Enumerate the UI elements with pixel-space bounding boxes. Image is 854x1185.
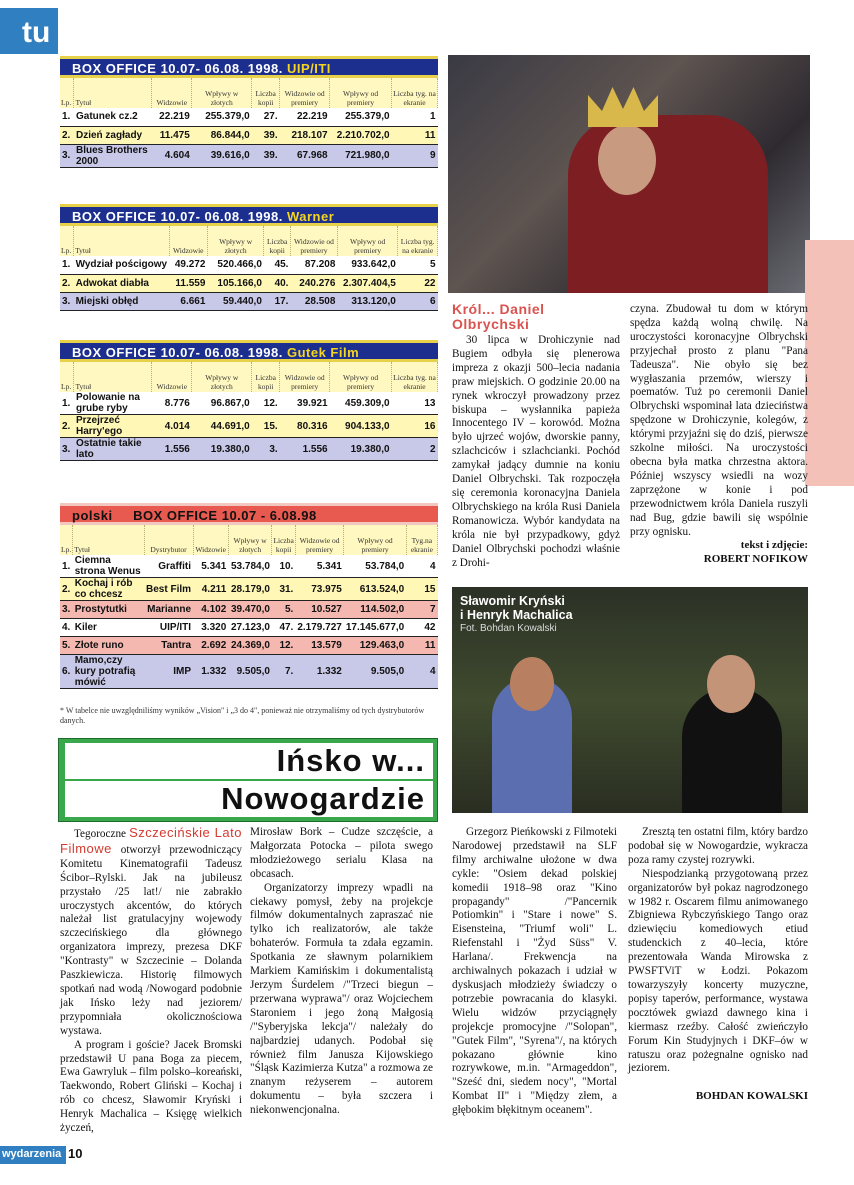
table-cell: 49.272	[169, 256, 207, 274]
table-cell: 28.179,0	[228, 578, 272, 601]
column-header: Lp.	[60, 525, 73, 555]
decorative-bar	[805, 240, 854, 486]
table-header	[60, 503, 438, 525]
table-cell: 255.379,0	[192, 108, 252, 126]
paragraph: A program i goście? Jacek Bromski przedstawił U pana Boga za piecem, Ewa Gawryluk – film polsko–koreański, Taekwondo, Robert Gliński – Kochaj i rób co chcesz, Sławomir Kryński i Henryk Machalica – Księgę wielkich życzeń,	[60, 1038, 242, 1135]
table-cell: 459.309,0	[330, 392, 392, 415]
polski-box-office-table	[60, 503, 438, 689]
table-cell: 39.921	[280, 392, 330, 415]
paragraph: Niespodzianką przygotowaną przez organizatorów był pokaz nagrodzonego w 1982 r. Oscarem filmu animowanego Zbigniewa Rybczyńskiego Tango oraz dziewięciu komediowych etiud studenckich z 40–lecia, które prezentowała Wanda Mirowska z PWSFTViT w Łodzi. Pokazom towarzyszyły koncerty muzyczne, popisy taperów, performance, wystawa pocztówek gwiazd dawnego kina i kiermasz rzeźby. Całość zwieńczyło Forum Kin Studyjnych i DKF–ów w ratuszu oraz pożegnalne ognisko nad jeziorem.	[628, 867, 808, 1075]
table-cell: 22.219	[152, 108, 192, 126]
table-cell: Kochaj i rób co chcesz	[73, 578, 144, 601]
table-cell: 1.332	[193, 655, 228, 689]
table-cell: 721.980,0	[330, 144, 392, 167]
table-cell: 10.527	[295, 601, 344, 619]
table-cell: 2.210.702,0	[330, 126, 392, 144]
paragraph: Mirosław Bork – Cudze szczęście, a Małgorzata Potocka – pilota swego młodzieżowego serialu Klasa na obcasach.	[250, 826, 433, 880]
paragraph: Grzegorz Pieńkowski z Filmoteki Narodowej przedstawił na SLF filmy archiwalne ułożone w dwa cykle: "Osiem dekad polskiej komedii 1918–98 oraz "Kino propagandy" /"Pancernik Potiomkin" i "Stare i nowe" S. Eisensteina, "Triumf woli" L. Riefenstahl i "Żyd Süss" V. Harlana/. Frekwencja na archiwalnych pokazach i udział w dyskusjach młodzieży świadczy o potrzebie powracania do klasyki. Wielu widzów przyciągnęły projekcje promocyjne /"Solopan", "Gutek Film", "Syrena"/, na których pokazano głównie kino rozrywkowe, m.in. "Armageddon", "Sześć dni, siedem nocy", "Mortal Kombat II" i "Między złem, a głębokim błękitnym oceanem".	[452, 826, 617, 1117]
table-cell: 13	[392, 392, 438, 415]
table-cell: 44.691,0	[192, 415, 252, 438]
table-cell: 1.332	[295, 655, 344, 689]
table-cell: 87.208	[290, 256, 337, 274]
table-cell: 4.211	[193, 578, 228, 601]
table-distributor: Warner	[286, 209, 335, 224]
table-cell: 27.	[252, 108, 280, 126]
table-dates: 10.07- 06.08. 1998.	[160, 345, 283, 360]
column-header: Widzowie od premiery	[290, 226, 337, 256]
table-cell: 2.	[60, 415, 74, 438]
table-cell: 1.	[60, 256, 74, 274]
table-cell: 53.784,0	[344, 555, 406, 578]
article-insko-col4	[628, 826, 808, 1104]
table-cell: 22	[398, 274, 438, 292]
table-dates: 10.07- 06.08. 1998.	[160, 209, 283, 224]
table-cell: 9	[392, 144, 438, 167]
table-cell: 86.844,0	[192, 126, 252, 144]
table-cell: Adwokat diabła	[74, 274, 170, 292]
footer-section: wydarzenia	[0, 1146, 66, 1164]
table-cell: 9.505,0	[228, 655, 272, 689]
box-office-table-warner	[60, 204, 438, 311]
table-cell: 114.502,0	[344, 601, 406, 619]
header-row	[60, 226, 438, 256]
table-title: BOX OFFICE	[72, 345, 157, 360]
table-cell: 4	[406, 655, 437, 689]
column-header: Widzowie od premiery	[280, 362, 330, 392]
column-header: Liczba tyg. na ekranie	[398, 226, 438, 256]
table-cell: Miejski obłęd	[74, 292, 170, 310]
table-cell: 105.166,0	[207, 274, 263, 292]
column-header: Widzowie	[152, 362, 192, 392]
photo-credit: Fot. Bohdan Kowalski	[460, 623, 557, 634]
table-cell: Marianne	[144, 601, 193, 619]
table-title-prefix: polski	[72, 508, 113, 523]
column-header: Widzowie	[193, 525, 228, 555]
table-row	[60, 256, 438, 274]
table-cell: 1.	[60, 108, 74, 126]
table-cell: 6	[398, 292, 438, 310]
table-row	[60, 144, 438, 167]
table-row	[60, 292, 438, 310]
table-cell: 2.	[60, 578, 73, 601]
table-cell: 12.	[272, 637, 295, 655]
table-cell: 520.466,0	[207, 256, 263, 274]
column-header: Wpływy od premiery	[330, 78, 392, 108]
column-header: Wpływy od premiery	[344, 525, 406, 555]
column-header: Wpływy w złotych	[192, 78, 252, 108]
table-cell: 1.556	[152, 438, 192, 461]
column-header: Lp.	[60, 78, 74, 108]
crown-icon	[588, 87, 658, 127]
table-cell: 96.867,0	[192, 392, 252, 415]
table-cell: 613.524,0	[344, 578, 406, 601]
text-span: otworzył przewodniczący Komitetu Kinematografii Tadeusz Ścibor–Rylski. Jak na jubileusz przystało /25 lat!/ nie zabrakło uroczystych akcentów, do których należał list gratulacyjny wojewody szczecińskiego dla głównego organizatora imprezy, prezesa DKF "Kontrasty" w Szczecinie – Dolanda Paszkiewicza. Historię filmowych spotkań nad wodą /Nowogard podobnie jak Ińsko leży nad jeziorem/ przypomniała okolicznościowa wystawa.	[60, 843, 242, 1037]
header-row	[60, 362, 438, 392]
box-office-table-uip	[60, 56, 438, 168]
table-cell: Tantra	[144, 637, 193, 655]
table-title: BOX OFFICE	[72, 61, 157, 76]
box-office-table-gutek	[60, 340, 438, 461]
table-cell: Polowanie na grube ryby	[74, 392, 152, 415]
table-cell: 27.123,0	[228, 619, 272, 637]
table-cell: 5.341	[295, 555, 344, 578]
table-cell: 4.604	[152, 144, 192, 167]
table-cell: 39.	[252, 144, 280, 167]
article-krol-col2	[630, 303, 808, 567]
table-cell: 2	[392, 438, 438, 461]
paragraph: Organizatorzy imprezy wpadli na ciekawy pomysł, żeby na projekcje filmów dokumentalnych zapraszać nie tylko ich realizatorów, ale także bohaterów. Formuła ta zdała egzamin. Spotkania ze sławnym polarnikiem Markiem Kamińskim i dokumentalistą Jerzym Śurdelem /"Trzeci biegun – przerwana wyprawa"/ oraz Wojciechem Staroniem i jego żoną Małgosią /"Syberyjska lekcja"/ należały do najbardziej udanych. Podobał się również film Janusza Kijowskiego "Śląsk Kazimierza Kutza" a rozmowa ze znanym reżyserem – autorem dokumentu – była szczera i niekonwencjonalna.	[250, 881, 433, 1117]
table-cell: Wydział pościgowy	[74, 256, 170, 274]
column-header: Wpływy w złotych	[192, 362, 252, 392]
table-cell: 313.120,0	[337, 292, 397, 310]
table-cell: Best Film	[144, 578, 193, 601]
table-cell: 73.975	[295, 578, 344, 601]
table-cell: 255.379,0	[330, 108, 392, 126]
paragraph: czyna. Zbudował tu dom w którym spędza każdą wolną chwilę. Na uroczystości koronacyjne Olbrychski przyjechał prosto z planu "Pana Tadeusza". Nie obyło się bez wygłaszania przemów, wierszy i poematów. Tuż po ceremonii Daniel Olbrychski wspominał lata dzieciństwa spędzone w Drohiczynie, kolegów, z którymi przyjaźni się do dziś, pierwsze szkolne miłości. Na uroczystości obecna była matka chrzestna aktora. Później wszyscy wsiedli na wozy zaprzężone w konie i pod przewodnictwem króla Daniela ruszyli nad Bug, gdzie bawili się wspólnie przy ognisku.	[630, 303, 808, 538]
data-table	[60, 78, 438, 168]
column-header: Widzowie	[152, 78, 192, 108]
column-header: Tytuł	[74, 362, 152, 392]
column-header: Liczba kopii	[272, 525, 295, 555]
table-cell: 9.505,0	[344, 655, 406, 689]
table-cell: 59.440,0	[207, 292, 263, 310]
table-header	[60, 204, 438, 226]
table-cell: 5.	[272, 601, 295, 619]
title-line: Ińsko w...	[65, 743, 433, 779]
head-shape	[598, 125, 656, 195]
table-cell: 4.014	[152, 415, 192, 438]
table-cell: 6.661	[169, 292, 207, 310]
person-head-shape	[707, 655, 755, 713]
table-cell: 933.642,0	[337, 256, 397, 274]
table-cell: 24.369,0	[228, 637, 272, 655]
photo-coronation	[448, 55, 810, 293]
table-cell: Ostatnie takie lato	[74, 438, 152, 461]
table-row	[60, 619, 438, 637]
table-cell: 16	[392, 415, 438, 438]
column-header: Wpływy w złotych	[228, 525, 272, 555]
table-cell: 5.341	[193, 555, 228, 578]
table-title: BOX OFFICE	[72, 209, 157, 224]
table-cell: 22.219	[280, 108, 330, 126]
table-cell: 28.508	[290, 292, 337, 310]
section-tab: tu	[0, 8, 58, 54]
table-cell: 17.	[264, 292, 291, 310]
table-cell: 2.179.727	[295, 619, 344, 637]
table-cell: 12.	[252, 392, 280, 415]
table-cell: Prostytutki	[73, 601, 144, 619]
page-number: 10	[68, 1146, 83, 1161]
article-krol-col1	[452, 334, 620, 570]
table-cell: 904.133,0	[330, 415, 392, 438]
table-cell: Dzień zagłady	[74, 126, 152, 144]
column-header: Wpływy od premiery	[337, 226, 397, 256]
table-cell: 5	[398, 256, 438, 274]
table-cell: 4.102	[193, 601, 228, 619]
column-header: Tyg.na ekranie	[406, 525, 437, 555]
table-cell: 2.307.404,5	[337, 274, 397, 292]
table-cell: 1.556	[280, 438, 330, 461]
table-cell: 3.	[60, 601, 73, 619]
column-header: Dystrybutor	[144, 525, 193, 555]
column-header: Lp.	[60, 226, 74, 256]
article-insko-col3	[452, 826, 617, 1118]
table-cell: 13.579	[295, 637, 344, 655]
table-cell: 31.	[272, 578, 295, 601]
caption-line: i Henryk Machalica	[460, 608, 573, 622]
table-cell: 53.784,0	[228, 555, 272, 578]
text-span: Tegoroczne	[74, 828, 130, 840]
table-row	[60, 655, 438, 689]
column-header: Liczba kopii	[252, 78, 280, 108]
table-row	[60, 274, 438, 292]
table-cell: Mamo,czy kury potrafią mówić	[73, 655, 144, 689]
person-head-shape	[510, 657, 554, 711]
table-cell: 3.	[60, 292, 74, 310]
table-cell: 2.	[60, 274, 74, 292]
data-table	[60, 226, 438, 311]
table-dates: 10.07- 06.08. 1998.	[160, 61, 283, 76]
column-header: Tytuł	[74, 226, 170, 256]
table-row	[60, 555, 438, 578]
table-cell: 3.	[60, 144, 74, 167]
caption-line: Sławomir Kryński	[460, 594, 565, 608]
table-cell: 5.	[60, 637, 73, 655]
table-cell: 11.559	[169, 274, 207, 292]
title-line: Nowogardzie	[65, 781, 433, 817]
table-cell: 7	[406, 601, 437, 619]
credit-label: tekst i zdjęcie:	[740, 539, 808, 552]
column-header: Tytuł	[73, 525, 144, 555]
table-header	[60, 56, 438, 78]
column-header: Tytuł	[74, 78, 152, 108]
table-cell: 218.107	[280, 126, 330, 144]
table-cell: 129.463,0	[344, 637, 406, 655]
article-insko-col1	[60, 826, 242, 1136]
table-cell: 1.	[60, 392, 74, 415]
article-heading-krol	[452, 302, 545, 332]
table-cell: 1.	[60, 555, 73, 578]
table-cell: Blues Brothers 2000	[74, 144, 152, 167]
column-header: Liczba tyg. na ekranie	[392, 78, 438, 108]
table-cell: 1	[392, 108, 438, 126]
table-cell: 39.470,0	[228, 601, 272, 619]
article-insko-col2	[250, 826, 433, 1118]
table-cell: 240.276	[290, 274, 337, 292]
table-cell: Graffiti	[144, 555, 193, 578]
column-header: Lp.	[60, 362, 74, 392]
table-cell: 45.	[264, 256, 291, 274]
header-row	[60, 525, 438, 555]
table-cell: 47.	[272, 619, 295, 637]
table-cell: 19.380,0	[192, 438, 252, 461]
paragraph: Zresztą ten ostatni film, który bardzo podobał się w Nowogardzie, wykracza poza ramy czystej rozrywki.	[628, 826, 808, 866]
column-header: Liczba tyg. na ekranie	[392, 362, 438, 392]
table-footnote: * W tabelce nie uwzględniliśmy wyników „Vision" i „3 do 4", ponieważ nie otrzymaliśmy od tych dystrybutorów danych.	[60, 706, 425, 725]
heading-line: Król... Daniel	[452, 301, 545, 317]
table-cell: 19.380,0	[330, 438, 392, 461]
table-cell: 11.475	[152, 126, 192, 144]
table-cell: 15.	[252, 415, 280, 438]
column-header: Wpływy w złotych	[207, 226, 263, 256]
article-title-banner	[58, 738, 438, 822]
table-cell: 11	[392, 126, 438, 144]
table-cell: 80.316	[280, 415, 330, 438]
table-cell: 3.320	[193, 619, 228, 637]
table-row	[60, 415, 438, 438]
table-cell: 10.	[272, 555, 295, 578]
table-cell: Ciemna strona Wenus	[73, 555, 144, 578]
table-cell: 67.968	[280, 144, 330, 167]
table-row	[60, 438, 438, 461]
table-cell: 11	[406, 637, 437, 655]
table-cell: 42	[406, 619, 437, 637]
author-signature: BOHDAN KOWALSKI	[695, 1090, 808, 1103]
table-cell: 3.	[60, 438, 74, 461]
table-cell: 3.	[252, 438, 280, 461]
table-cell: Gatunek cz.2	[74, 108, 152, 126]
photo-caption	[460, 594, 573, 636]
table-cell: Kiler	[73, 619, 144, 637]
table-cell: 6.	[60, 655, 73, 689]
table-cell: 39.	[252, 126, 280, 144]
table-header	[60, 340, 438, 362]
table-row	[60, 578, 438, 601]
data-table	[60, 362, 438, 461]
table-cell: 4	[406, 555, 437, 578]
table-cell: IMP	[144, 655, 193, 689]
column-header: Liczba kopii	[252, 362, 280, 392]
table-cell: 40.	[264, 274, 291, 292]
table-cell: 17.145.677,0	[344, 619, 406, 637]
table-row	[60, 637, 438, 655]
table-cell: 4.	[60, 619, 73, 637]
table-cell: 8.776	[152, 392, 192, 415]
table-row	[60, 108, 438, 126]
robe-shape	[568, 115, 768, 293]
table-cell: 15	[406, 578, 437, 601]
table-cell: 2.692	[193, 637, 228, 655]
column-header: Widzowie	[169, 226, 207, 256]
data-table	[60, 525, 438, 689]
table-cell: UIP/ITI	[144, 619, 193, 637]
heading-line: Olbrychski	[452, 316, 530, 332]
table-title: BOX OFFICE	[133, 508, 218, 523]
table-row	[60, 392, 438, 415]
table-distributor: Gutek Film	[286, 345, 360, 360]
table-distributor: UIP/ITI	[286, 61, 331, 76]
table-cell: Przejrzeć Harry'ego	[74, 415, 152, 438]
table-row	[60, 601, 438, 619]
table-cell: 2.	[60, 126, 74, 144]
column-header: Widzowie od premiery	[295, 525, 344, 555]
column-header: Widzowie od premiery	[280, 78, 330, 108]
column-header: Wpływy od premiery	[330, 362, 392, 392]
table-cell: Złote runo	[73, 637, 144, 655]
festival-name: Szczecińskie Lato Filmowe	[60, 825, 242, 856]
header-row	[60, 78, 438, 108]
table-row	[60, 126, 438, 144]
table-dates: 10.07 - 6.08.98	[221, 508, 317, 523]
column-header: Liczba kopii	[264, 226, 291, 256]
table-cell: 39.616,0	[192, 144, 252, 167]
credit-author: ROBERT NOFIKOW	[703, 553, 808, 566]
table-cell: 7.	[272, 655, 295, 689]
paragraph: 30 lipca w Drohiczynie nad Bugiem odbyła się plenerowa impreza z okazji 500–lecia nadania praw miejskich. O godzinie 20.00 na rynek wkroczył prowadzony przez biskupa – wysłannika papieża Innocentego IV – korowód. Można było ujrzeć wojów, dworskie panny, szlachciców i szlachcianki. Pochód zamykał jadący dumnie na koniu Daniel Olbrychski. Tak rozpoczęła się ceremonia koronacyjna Daniela Olbrychskiego na króla Rusi Daniela Romanowicza. Wybór kandydata na króla nie był przypadkowy, gdyż Daniel Olbrychski pochodzi właśnie z Drohi-	[452, 334, 620, 569]
